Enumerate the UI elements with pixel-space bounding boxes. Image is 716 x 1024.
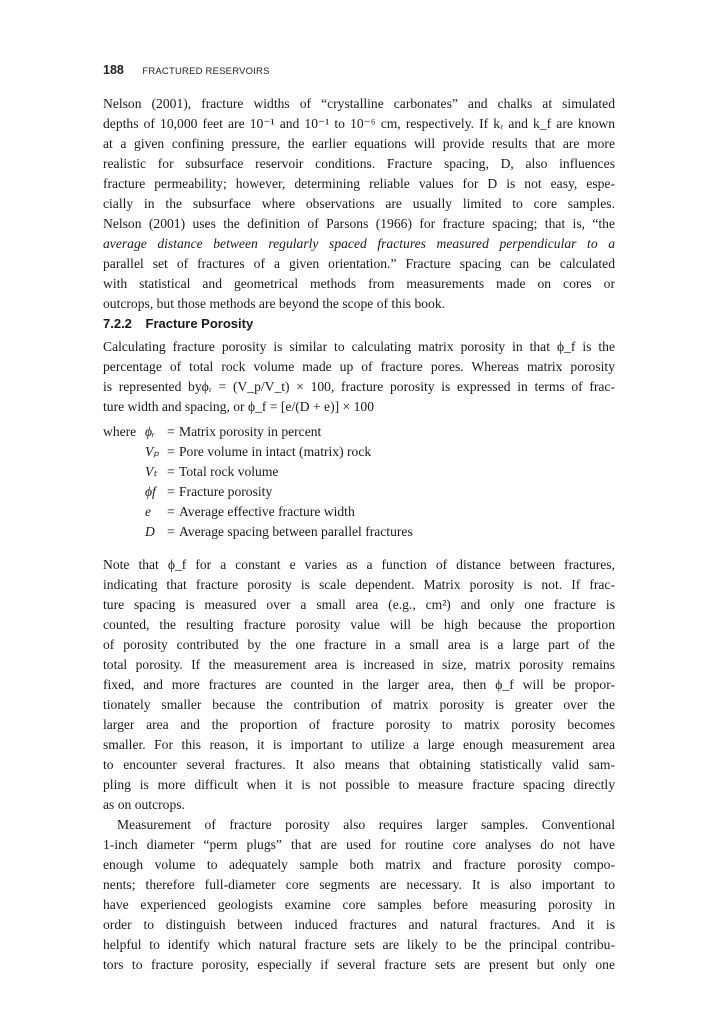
text-line: total porosity. If the measurement area is increased in size, matrix porosity remains (103, 657, 615, 672)
symbol-definitions (103, 422, 413, 542)
text-line: to encounter several fractures. It also means that obtaining statistically valid sam- (103, 757, 615, 772)
text-line: counted, the resulting fracture porosity value will be high because the proportion (103, 617, 615, 632)
text-line: ture width and spacing, or ϕ_f = [e/(D + e)] × 100 (103, 399, 374, 414)
definition-row (103, 422, 413, 442)
text-line: indicating that fracture porosity is scale dependent. Matrix porosity is not. If frac- (103, 577, 615, 592)
text-line: pling is more difficult when it is not possible to measure fracture spacing directly (103, 777, 615, 792)
text-line: cially in the subsurface where observations are usually limited to core samples. (103, 196, 615, 211)
text-line: 1-inch diameter “perm plugs” that are used for routine core analyses do not have (103, 837, 615, 852)
text-line: tors to fracture porosity, especially if several fracture sets are present but only one (103, 957, 615, 972)
definition-text: Fracture porosity (179, 484, 273, 499)
page-number: 188 (103, 63, 124, 77)
definition-row (103, 522, 413, 542)
definition-symbol: D (145, 524, 155, 539)
text-line: depths of 10,000 feet are 10⁻¹ and 10⁻¹ to 10⁻⁶ cm, respectively. If kᵣ and k_f are known (103, 116, 615, 131)
text-line: at a given confining pressure, the earlier equations will provide results that are more (103, 136, 615, 151)
text-line: fixed, and more fractures are counted in the larger area, then ϕ_f will be propor- (103, 677, 615, 692)
text-line: of porosity contributed by the one fracture in a small area is a large part of the (103, 637, 615, 652)
text-line: nents; therefore full-diameter core segments are necessary. It is also important to (103, 877, 615, 892)
text-line: helpful to identify which natural fracture sets are likely to be the principal contribu- (103, 937, 615, 952)
definition-text: Matrix porosity in percent (179, 424, 322, 439)
text-line: realistic for subsurface reservoir conditions. Fracture spacing, D, also influences (103, 156, 615, 171)
definition-row (103, 442, 413, 462)
paragraph-scale-dependence (103, 555, 615, 975)
equals-sign: = (167, 504, 175, 519)
definition-symbol: e (145, 504, 152, 519)
equals-sign: = (167, 484, 175, 499)
text-line: order to distinguish between induced fractures and natural fractures. And it is (103, 917, 615, 932)
text-line: smaller. For this reason, it is important to utilize a large enough measurement area (103, 737, 615, 752)
text-line: Note that ϕ_f for a constant e varies as a function of distance between fractures, (103, 557, 615, 572)
paragraph-fracture-porosity-intro (103, 337, 615, 417)
equals-sign: = (167, 524, 175, 539)
equals-sign: = (167, 464, 175, 479)
text-line: tionately smaller because the contribution of matrix porosity is greater over the (103, 697, 615, 712)
definition-text: Pore volume in intact (matrix) rock (179, 444, 372, 459)
text-line: parallel set of fractures of a given orientation.” Fracture spacing can be calculated (103, 256, 615, 271)
where-label: where (103, 424, 137, 439)
text-line: is represented byϕᵣ = (V_p/V_t) × 100, fracture porosity is expressed in terms of frac- (103, 379, 615, 394)
running-header (103, 61, 270, 79)
text-line: Nelson (2001) uses the definition of Parsons (1966) for fracture spacing; that is, “the (103, 216, 615, 231)
definition-text: Average spacing between parallel fractures (179, 524, 413, 539)
running-title: FRACTURED RESERVOIRS (142, 66, 270, 77)
section-heading (103, 316, 253, 331)
section-number: 7.2.2 (103, 316, 132, 331)
section-title: Fracture Porosity (145, 316, 254, 331)
definition-symbol: Vₚ (145, 444, 160, 459)
text-line: Calculating fracture porosity is similar to calculating matrix porosity in that ϕ_f is the (103, 339, 615, 354)
text-line: outcrops, but those methods are beyond the scope of this book. (103, 296, 446, 311)
definition-text: Average effective fracture width (179, 504, 355, 519)
definition-symbol: Vₜ (145, 464, 158, 479)
text-line: percentage of total rock volume made up of fracture pores. Whereas matrix porosity (103, 359, 615, 374)
text-line: have experienced geologists examine core samples before measuring porosity in (103, 897, 615, 912)
definition-symbol: ϕf (145, 484, 156, 499)
text-line: fracture permeability; however, determining reliable values for D is not easy, espe- (103, 176, 615, 191)
equals-sign: = (167, 444, 175, 459)
definition-row (103, 462, 413, 482)
definition-symbol: ϕᵣ (145, 424, 156, 439)
definition-text: Total rock volume (179, 464, 279, 479)
text-line: larger area and the proportion of fracture porosity to matrix porosity becomes (103, 717, 615, 732)
equals-sign: = (167, 424, 175, 439)
text-line: average distance between regularly spaced fractures measured perpendicular to a (103, 236, 615, 251)
text-line: as on outcrops. (103, 797, 185, 812)
text-line: with statistical and geometrical methods from measurements made on cores or (103, 276, 615, 291)
definition-row (103, 502, 413, 522)
definition-row (103, 482, 413, 502)
text-line: Nelson (2001), fracture widths of “crystalline carbonates” and chalks at simulated (103, 96, 615, 111)
text-line: enough volume to adequately sample both matrix and fracture porosity compo- (103, 857, 615, 872)
text-line: Measurement of fracture porosity also requires larger samples. Conventional (117, 817, 615, 832)
paragraph-fracture-widths (103, 94, 615, 314)
text-line: ture spacing is measured over a small area (e.g., cm²) and only one fracture is (103, 597, 615, 612)
